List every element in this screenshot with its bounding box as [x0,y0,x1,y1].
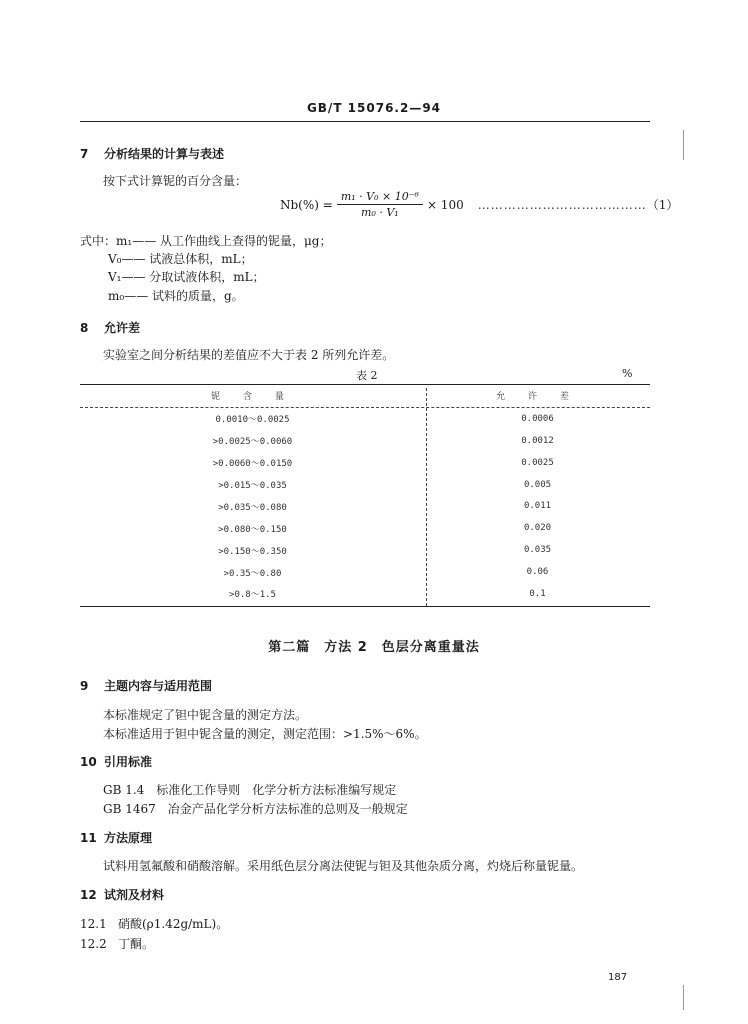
section-11-heading [80,829,152,846]
formula-leader-dots: ………………………………… [477,197,647,212]
section-7-heading [80,145,224,162]
table-cell: 0.020 [523,523,552,534]
reagent-text: 丁酮。 [118,937,155,951]
reagent-item [80,915,228,932]
table-cell: >0.35～0.80 [223,568,282,579]
where-line: m₀—— 试料的质量，g。 [108,289,244,303]
table-cell: 0.011 [523,501,552,512]
section-title: 主题内容与适用范围 [104,679,213,693]
formula-equation-number: （1） [646,198,679,212]
table-row [80,561,650,583]
table-cell: 0.035 [523,545,552,556]
table-cell: >0.150～0.350 [218,546,287,557]
table-row [80,583,650,605]
where-line: 式中：m₁—— 从工作曲线上查得的铌量，μg； [80,234,332,248]
page-edge-mark [683,985,684,1010]
where-line: V₀—— 试液总体积，mL； [108,252,253,266]
formula-factor: × 100 [426,197,464,212]
section-number: 9 [80,679,89,693]
table-row [80,517,650,539]
section-number: 8 [80,321,89,335]
reference-line: GB 1.4 标准化工作导则 化学分析方法标准编写规定 [103,783,397,797]
section-title: 分析结果的计算与表述 [104,147,225,161]
section-number: 11 [80,831,97,845]
table-cell: 0.0006 [521,413,554,424]
table-row [80,495,650,517]
scope-line: 本标准适用于钽中铌含量的测定，测定范围：>1.5%～6%。 [103,727,427,741]
section-12-heading [80,886,164,903]
page-header: GB/T 15076.2—94 [306,101,442,115]
table-cell: 0.1 [529,588,546,599]
reagent-number: 12.1 [80,917,107,931]
reagent-text: 硝酸(ρ1.42g/mL)。 [118,917,229,931]
reference-line: GB 1467 冶金产品化学分析方法标准的总则及一般规定 [103,802,408,816]
column-header: 铌 含 量 [211,392,294,403]
table-cell: 0.0025 [521,457,554,468]
table-cell: 0.06 [526,567,549,578]
part-title: 第二篇 方法 2 色层分离重量法 [268,640,480,655]
column-header: 允 许 差 [496,392,579,403]
reagent-item [80,935,154,952]
table-cell: 0.005 [523,479,552,490]
table-cell: >0.0060～0.0150 [212,459,293,470]
table-cell: >0.0025～0.0060 [212,437,293,448]
table-cell: 0.0010～0.0025 [215,415,290,426]
table-cell: >0.080～0.150 [218,524,287,535]
section-title: 允许差 [104,321,141,335]
reagent-number: 12.2 [80,937,107,951]
table-unit: % [622,367,633,380]
page-edge-mark [683,130,684,160]
where-line: V₁—— 分取试液体积，mL； [108,270,265,284]
formula-intro: 按下式计算铌的百分含量： [103,174,248,188]
formula-fraction [337,190,423,219]
formula-lhs: Nb(%) = [280,197,333,212]
table-cell: >0.015～0.035 [218,481,287,491]
section-title: 试剂及材料 [104,888,165,902]
section-number: 7 [80,147,89,161]
section-9-heading [80,677,212,694]
table-row [80,452,650,474]
section-10-heading [80,753,152,770]
tolerance-table [80,385,650,605]
section-number: 12 [80,888,97,902]
section-number: 10 [80,755,97,769]
table-cell: >0.035～0.080 [218,502,287,513]
tolerance-text: 实验室之间分析结果的差值应不大于表 2 所列允许差。 [103,348,395,362]
section-8-heading [80,319,140,336]
table-row [80,408,650,430]
page-number: 187 [608,972,628,983]
table-title: 表 2 [356,369,378,382]
table-row [80,539,650,561]
principle-text: 试料用氢氟酸和硝酸溶解。采用纸色层分离法使铌与钽及其他杂质分离，灼烧后称量铌量。 [103,859,584,873]
section-title: 引用标准 [104,755,153,769]
formula-numerator: m₁ · V₀ × 10⁻⁶ [337,190,423,205]
formula-denominator: m₀ · V₁ [361,206,399,219]
formula-1 [280,190,678,219]
table-cell: >0.8～1.5 [229,590,276,601]
header-rule [80,121,650,122]
section-title: 方法原理 [104,831,153,845]
table-row [80,430,650,452]
table-bottom-rule [80,606,650,607]
table-header-row [80,385,650,408]
scope-line: 本标准规定了钽中铌含量的测定方法。 [103,708,308,722]
table-cell: 0.0012 [521,435,554,446]
table-row [80,474,650,496]
